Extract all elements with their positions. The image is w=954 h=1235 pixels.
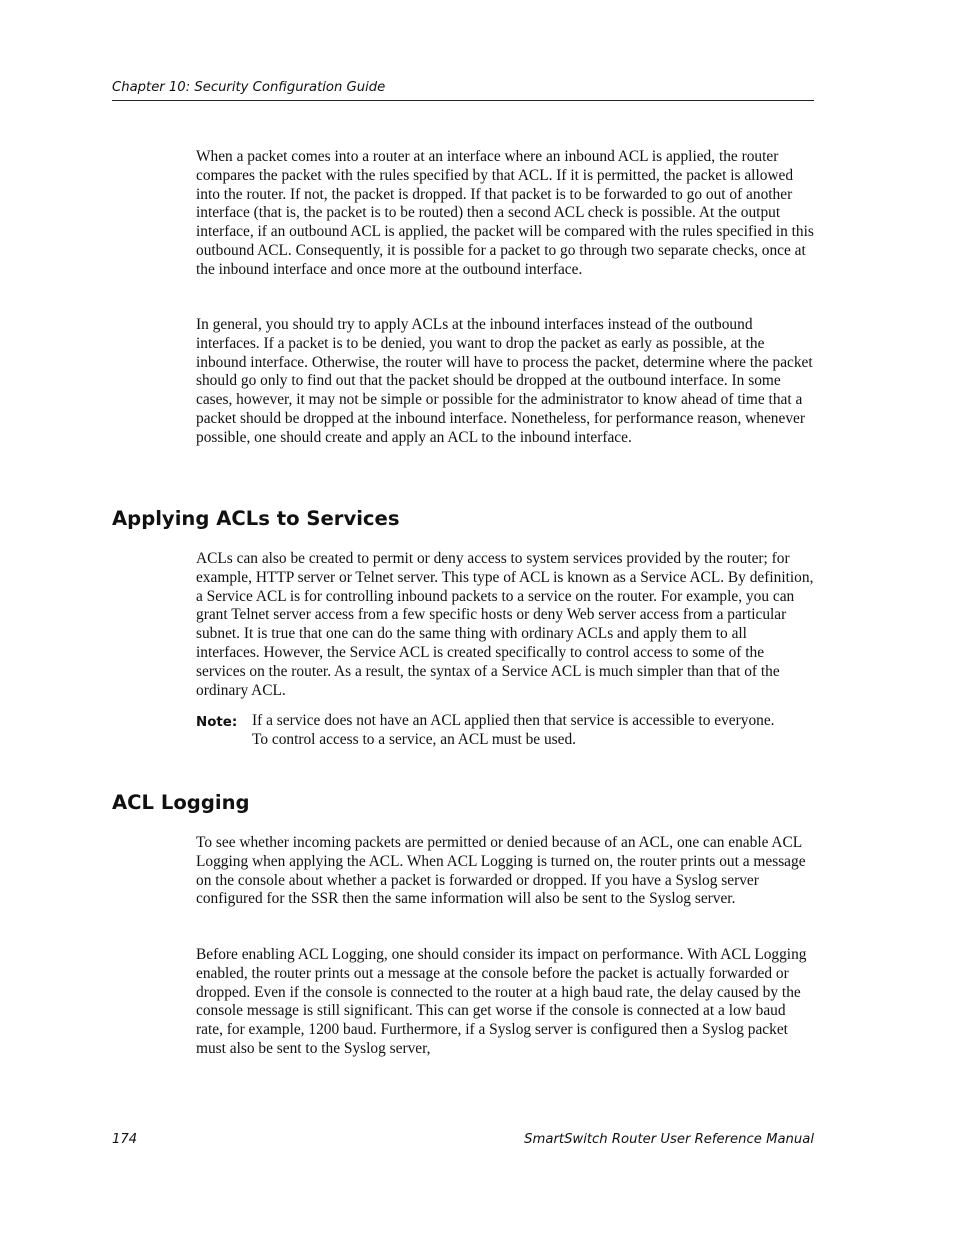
services-paragraph: ACLs can also be created to permit or deny access to system services provided by the router; for example, HTTP server or Telnet server. This type of ACL is known as a Service ACL. By definition, a Service ACL is for controlling inbound packets to a service on the router. For example, you can grant Telnet server access from a few specific hosts or deny Web server access from a particular subnet. It is true that one can do the same thing with ordinary ACLs and apply them to all interfaces. However, the Service ACL is created specifically to control access to some of the services on the router. As a result, the syntax of a Service ACL is much simpler than that of the ordinary ACL. <box>196 550 814 699</box>
intro-paragraph-2: In general, you should try to apply ACLs at the inbound interfaces instead of the outbound interfaces. If a packet is to be denied, you want to drop the packet as early as possible, at the inbound interface. Otherwise, the router will have to process the packet, determine where the packet should go only to find out that the packet should be dropped at the outbound interface. In some cases, however, it may not be simple or possible for the administrator to know ahead of time that a packet should be dropped at the inbound interface. Nonetheless, for performance reason, whenever possible, one should create and apply an ACL to the inbound interface. <box>196 316 813 446</box>
intro-paragraph-1: When a packet comes into a router at an interface where an inbound ACL is applied, the router compares the packet with the rules specified by that ACL. If it is permitted, the packet is allowed into the router. If not, the packet is dropped. If that packet is to be forwarded to go out of another interface (that is, the packet is to be routed) then a second ACL check is possible. At the output interface, if an outbound ACL is applied, the packet will be compared with the rules specified in this outbound ACL. Consequently, it is possible for a packet to go through two separate checks, once at the inbound interface and once more at the outbound interface. <box>196 148 814 278</box>
note-text: If a service does not have an ACL applied then that service is accessible to everyone. To control access to a service, an ACL must be used. <box>252 712 775 748</box>
chapter-title: Chapter 10: Security Configuration Guide <box>112 80 386 95</box>
section-heading-applying-acls: Applying ACLs to Services <box>112 507 400 530</box>
note-label: Note: <box>196 715 238 730</box>
running-header <box>112 79 814 101</box>
logging-paragraph-1: To see whether incoming packets are permitted or denied because of an ACL, one can enable ACL Logging when applying the ACL. When ACL Logging is turned on, the router prints out a message on the console about whether a packet is forwarded or dropped. If you have a Syslog server configured for the SSR then the same information will also be sent to the Syslog server. <box>196 834 806 908</box>
page-number: 174 <box>112 1132 138 1147</box>
logging-paragraph-2: Before enabling ACL Logging, one should consider its impact on performance. With ACL Logging enabled, the router prints out a message at the console before the packet is actually forwarded or dropped. Even if the console is connected to the router at a high baud rate, the delay caused by the console message is still significant. This can get worse if the console is connected at a low baud rate, for example, 1200 baud. Furthermore, if a Syslog server is configured then a Syslog packet must also be sent to the Syslog server, <box>196 946 807 1057</box>
section-heading-acl-logging: ACL Logging <box>112 791 250 814</box>
manual-title: SmartSwitch Router User Reference Manual <box>524 1132 814 1147</box>
